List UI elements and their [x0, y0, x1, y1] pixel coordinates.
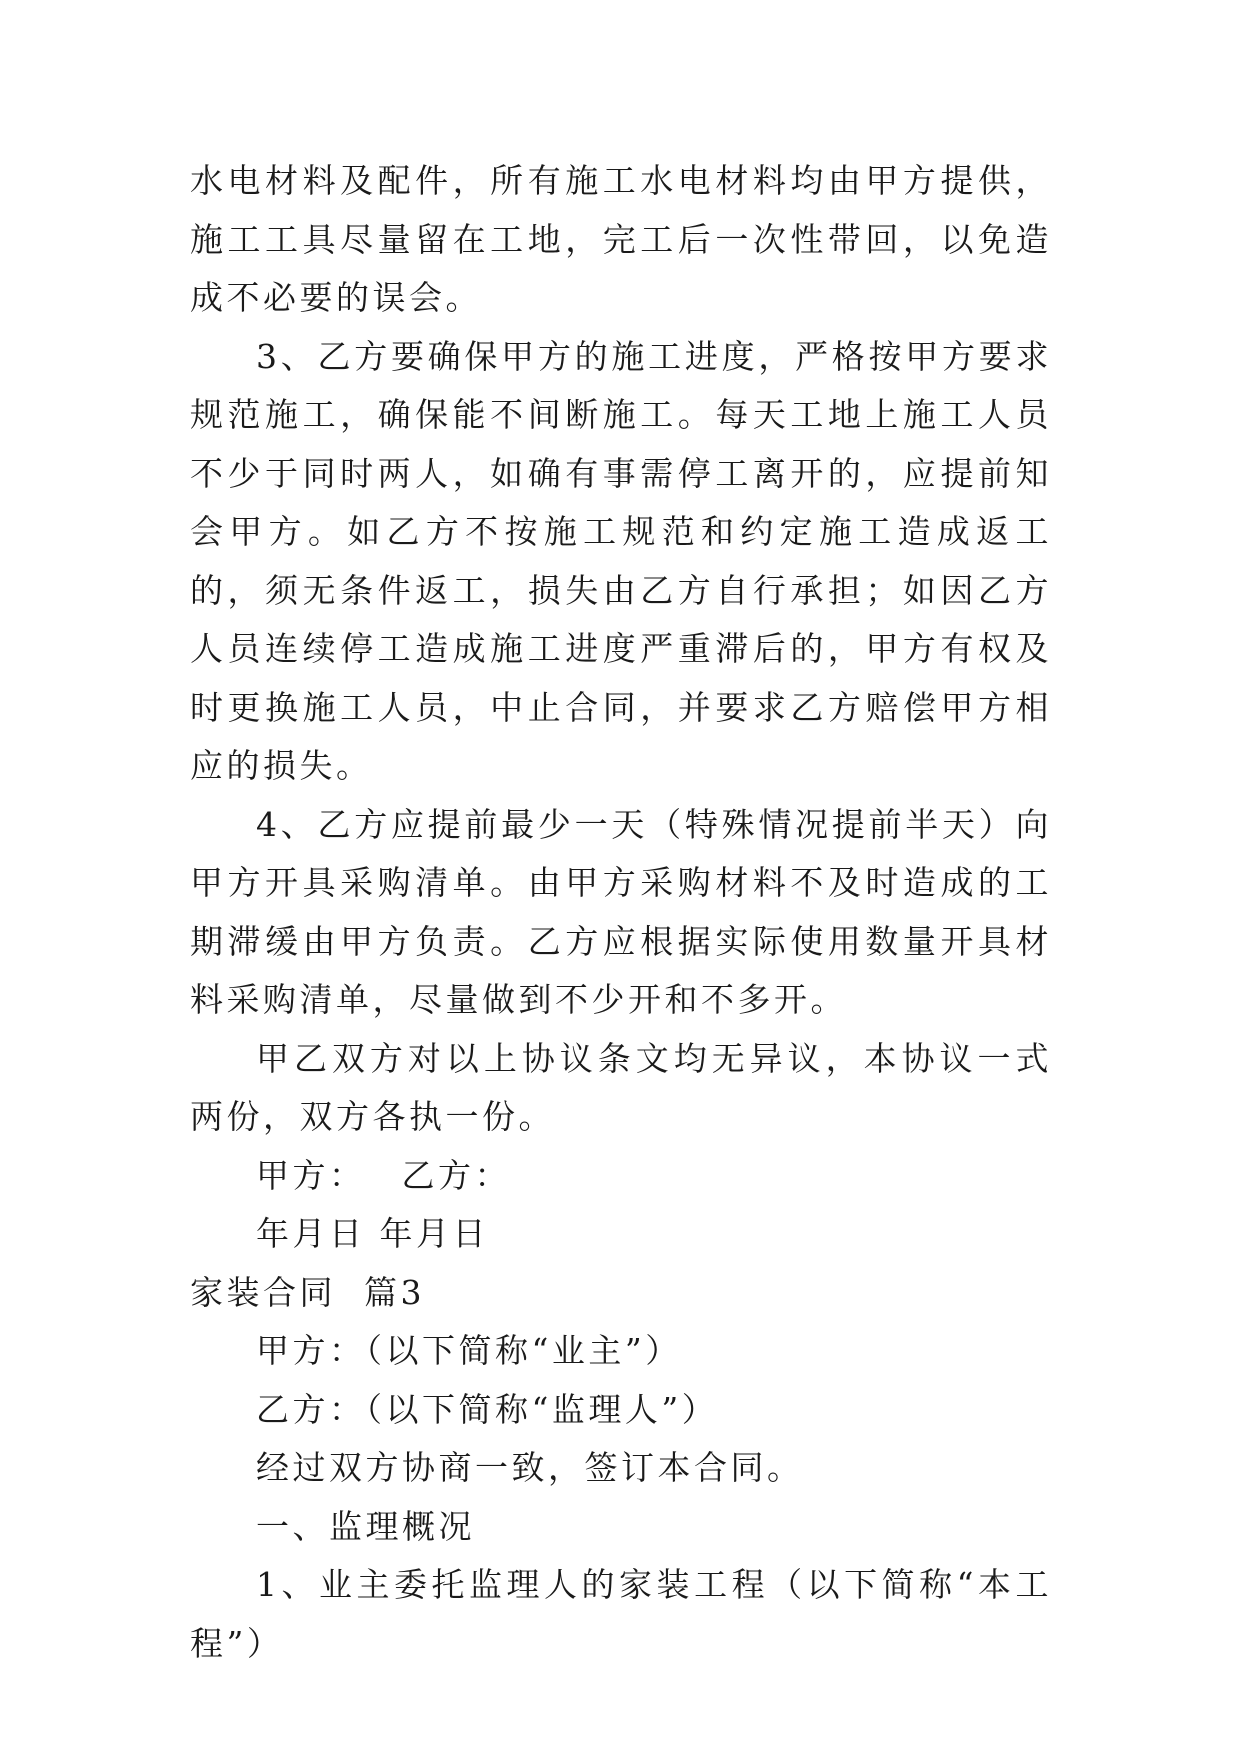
- party-b-definition: 乙方：（以下简称“监理人”）: [256, 1389, 719, 1429]
- paragraph-agreement-copies: 甲乙双方对以上协议条文均无异议，本协议一式两份，双方各执一份。: [190, 1038, 1052, 1136]
- document-body: [190, 152, 1052, 1673]
- party-a-definition: 甲方：（以下简称“业主”）: [256, 1331, 682, 1370]
- signature-parties-row: [190, 1147, 1052, 1206]
- overview-title: 一、监理概况: [256, 1506, 475, 1546]
- paragraph-clause-3: 3、乙方要确保甲方的施工进度，严格按甲方要求规范施工，确保能不间断施工。每天工地上施工人员不少于同时两人，如确有事需停工离开的，应提前知会甲方。如乙方不按施工规范和约定施工造成返工的，须无条件返工，损失由乙方自行承担；如因乙方人员连续停工造成施工进度严重滞后的，甲方有权及时更换施工人员，中止合同，并要求乙方赔偿甲方相应的损失。: [190, 336, 1052, 785]
- section-heading: 家装合同 篇3: [190, 1272, 425, 1312]
- paragraph-clause-4: 4、乙方应提前最少一天（特殊情况提前半天）向甲方开具采购清单。由甲方采购材料不及时造成的工期滞缓由甲方负责。乙方应根据实际使用数量开具材料采购清单，尽量做到不少开和不多开。: [190, 804, 1052, 1019]
- signature-dates-row: [190, 1205, 1052, 1264]
- party-b-signature-label: 乙方：: [401, 1155, 511, 1195]
- agreement-statement: 经过双方协商一致，签订本合同。: [256, 1448, 804, 1487]
- party-a-signature-label: 甲方：: [256, 1155, 366, 1195]
- paragraph-materials: 水电材料及配件，所有施工水电材料均由甲方提供，施工工具尽量留在工地，完工后一次性带回，以免造成不必要的误会。: [190, 161, 1052, 317]
- clause-1: 1、业主委托监理人的家装工程（以下简称“本工程”）: [190, 1565, 1052, 1663]
- party-b-date-label: 年月日: [379, 1214, 489, 1253]
- party-a-date-label: 年月日: [256, 1214, 366, 1253]
